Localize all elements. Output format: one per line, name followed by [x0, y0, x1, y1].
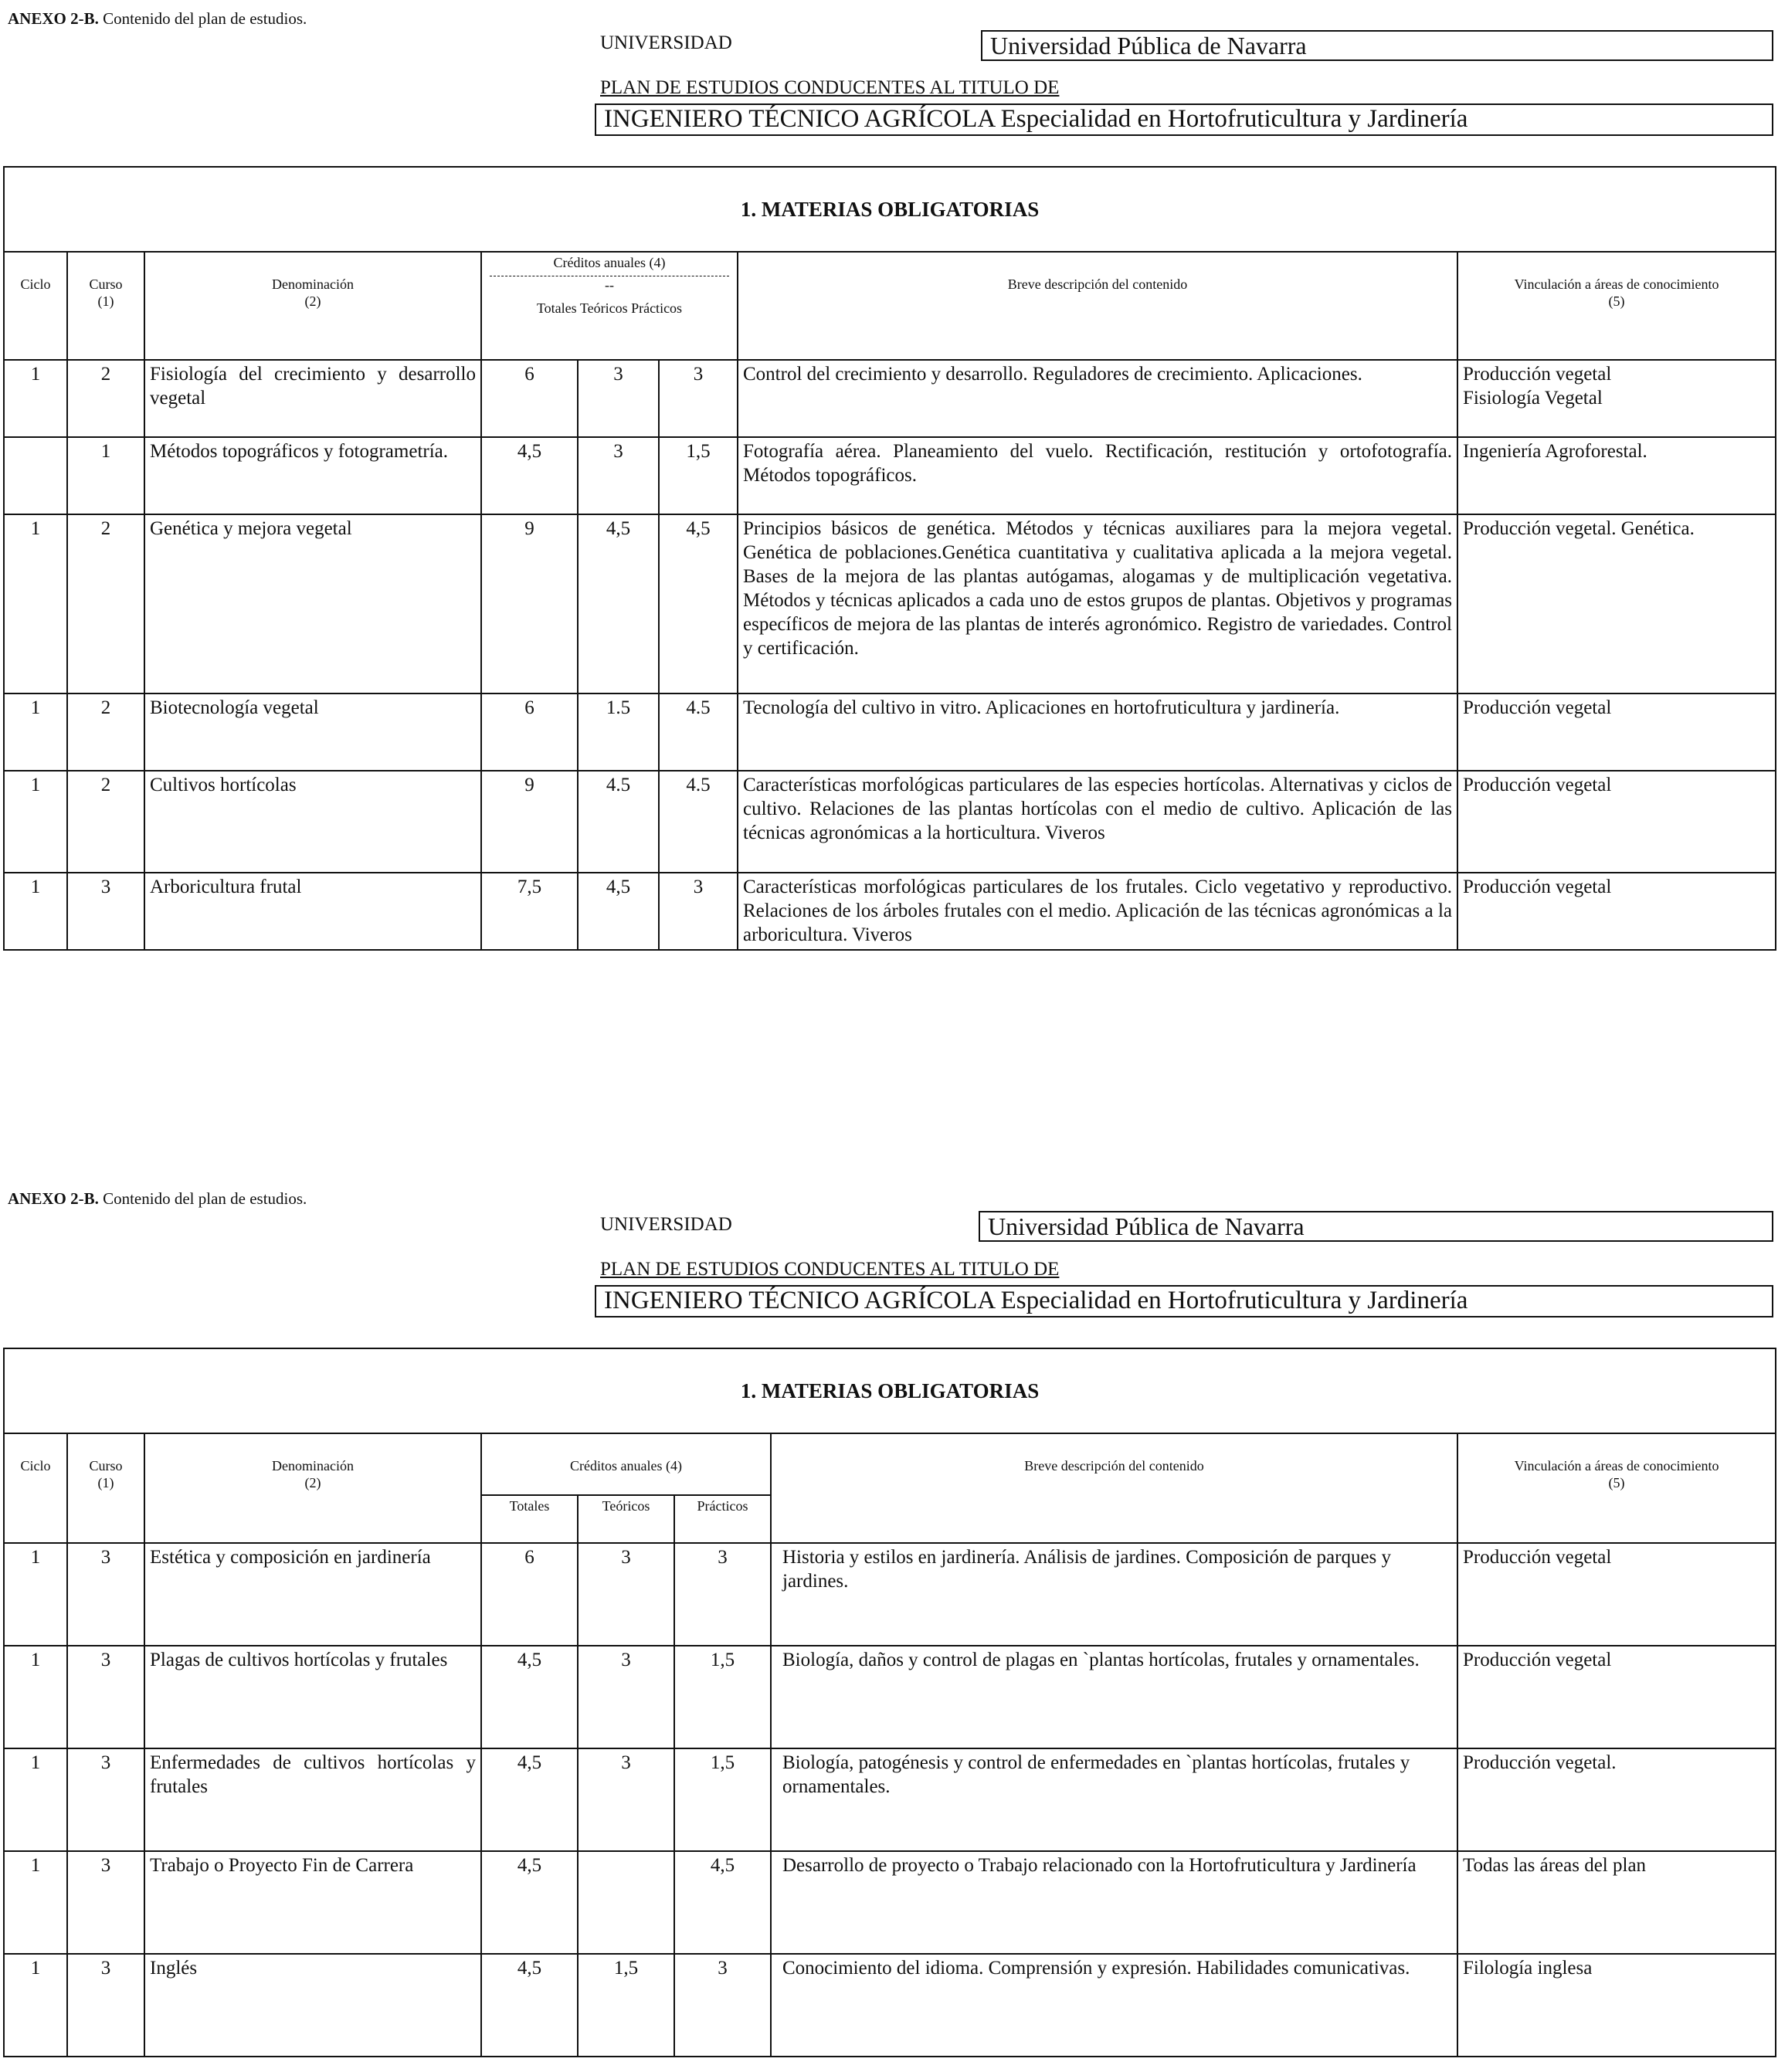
descripcion-cell: Control del crecimiento y desarrollo. Reguladores de crecimiento. Aplicaciones. — [738, 360, 1457, 437]
totales-cell: 4,5 — [481, 1851, 578, 1954]
curso-cell: 3 — [67, 1646, 144, 1748]
vinculacion-line: Ingeniería Agroforestal. — [1463, 441, 1647, 462]
totales-cell: 6 — [481, 1543, 578, 1646]
denominacion-cell: Inglés — [144, 1954, 481, 2057]
teoricos-cell: 1,5 — [578, 1954, 674, 2057]
descripcion-cell: Historia y estilos en jardinería. Análisis de jardines. Composición de parques y jardines. — [771, 1543, 1457, 1646]
teoricos-cell — [578, 1851, 674, 1954]
curso-cell: 3 — [67, 873, 144, 950]
ciclo-cell: 1 — [4, 1543, 67, 1646]
table-row — [4, 873, 1776, 950]
header-descripcion-2: Breve descripción del contenido — [771, 1433, 1457, 1543]
practicos-cell: 4.5 — [659, 693, 738, 771]
totales-cell: 4,5 — [481, 437, 578, 514]
practicos-cell: 4,5 — [674, 1851, 771, 1954]
totales-cell: 7,5 — [481, 873, 578, 950]
curso-cell: 3 — [67, 1543, 144, 1646]
denominacion-cell: Plagas de cultivos hortícolas y frutales — [144, 1646, 481, 1748]
ciclo-cell: 1 — [4, 1748, 67, 1851]
descripcion-cell: Características morfológicas particulares de los frutales. Ciclo vegetativo y reproductivo. Relaciones de los árboles frutales con el medio. Aplicación de las técnicas agronómicas a la arboricultura. Viveros — [738, 873, 1457, 950]
ciclo-cell: 1 — [4, 1646, 67, 1748]
totales-cell: 6 — [481, 360, 578, 437]
vinculacion-cell — [1457, 873, 1776, 950]
university-label: UNIVERSIDAD — [600, 32, 732, 53]
university-label-2: UNIVERSIDAD — [600, 1214, 732, 1235]
practicos-cell: 3 — [659, 360, 738, 437]
header-creditos: Créditos anuales (4) -- Totales Teóricos Prácticos — [481, 252, 738, 360]
teoricos-cell: 4,5 — [578, 873, 659, 950]
vinculacion-cell: Producción vegetal. — [1457, 1748, 1776, 1851]
teoricos-cell: 3 — [578, 1748, 674, 1851]
practicos-cell: 3 — [674, 1543, 771, 1646]
teoricos-cell: 3 — [578, 360, 659, 437]
practicos-cell: 1,5 — [659, 437, 738, 514]
practicos-cell: 3 — [659, 873, 738, 950]
practicos-cell: 1,5 — [674, 1748, 771, 1851]
header-practicos: Prácticos — [674, 1495, 771, 1543]
university-field-2 — [979, 1211, 1773, 1242]
teoricos-cell: 3 — [578, 437, 659, 514]
totales-cell: 4,5 — [481, 1954, 578, 2057]
vinculacion-cell — [1457, 771, 1776, 873]
ciclo-cell: 1 — [4, 514, 67, 693]
ciclo-cell: 1 — [4, 1954, 67, 2057]
table-row — [4, 1543, 1776, 1646]
curso-cell: 2 — [67, 693, 144, 771]
university-name: Universidad Pública de Navarra — [990, 32, 1307, 59]
subjects-table-1 — [3, 166, 1776, 951]
totales-cell: 9 — [481, 514, 578, 693]
vinculacion-cell — [1457, 693, 1776, 771]
ciclo-cell: 1 — [4, 693, 67, 771]
denominacion-cell: Fisiología del crecimiento y desarrollo vegetal — [144, 360, 481, 437]
table-row — [4, 693, 1776, 771]
descripcion-cell: Tecnología del cultivo in vitro. Aplicaciones en hortofruticultura y jardinería. — [738, 693, 1457, 771]
descripcion-cell: Biología, daños y control de plagas en `plantas hortícolas, frutales y ornamentales. — [771, 1646, 1457, 1748]
curso-cell: 2 — [67, 771, 144, 873]
plan-label-2: PLAN DE ESTUDIOS CONDUCENTES AL TITULO DE — [600, 1259, 1060, 1280]
descripcion-cell: Fotografía aérea. Planeamiento del vuelo. Rectificación, restitución y ortofotografía. Métodos topográficos. — [738, 437, 1457, 514]
header-ciclo: Ciclo — [4, 252, 67, 360]
totales-cell: 6 — [481, 693, 578, 771]
annex-heading-2 — [8, 1189, 307, 1209]
curso-cell: 3 — [67, 1748, 144, 1851]
curso-cell: 3 — [67, 1954, 144, 2057]
denominacion-cell: Métodos topográficos y fotogrametría. — [144, 437, 481, 514]
descripcion-cell: Desarrollo de proyecto o Trabajo relacionado con la Hortofruticultura y Jardinería — [771, 1851, 1457, 1954]
university-field — [981, 30, 1773, 61]
totales-cell: 4,5 — [481, 1646, 578, 1748]
teoricos-cell: 4,5 — [578, 514, 659, 693]
header-totales: Totales — [481, 1495, 578, 1543]
header-ciclo-2: Ciclo — [4, 1433, 67, 1543]
table-row — [4, 437, 1776, 514]
header-denominacion: Denominación (2) — [144, 252, 481, 360]
denominacion-cell: Biotecnología vegetal — [144, 693, 481, 771]
descripcion-cell: Biología, patogénesis y control de enfermedades en `plantas hortícolas, frutales y ornamentales. — [771, 1748, 1457, 1851]
vinculacion-cell: Todas las áreas del plan — [1457, 1851, 1776, 1954]
vinculacion-cell — [1457, 437, 1776, 514]
subjects-table-2 — [3, 1348, 1776, 2057]
curso-cell: 2 — [67, 360, 144, 437]
vinculacion-line: Producción vegetal — [1463, 364, 1612, 385]
table-row — [4, 1954, 1776, 2057]
ciclo-cell: 1 — [4, 771, 67, 873]
header-denominacion-2: Denominación (2) — [144, 1433, 481, 1543]
table-row — [4, 360, 1776, 437]
denominacion-cell: Enfermedades de cultivos hortícolas y frutales — [144, 1748, 481, 1851]
header-descripcion: Breve descripción del contenido — [738, 252, 1457, 360]
vinculacion-line: Producción vegetal — [1463, 877, 1612, 897]
plan-label: PLAN DE ESTUDIOS CONDUCENTES AL TITULO DE — [600, 77, 1060, 98]
curso-cell: 2 — [67, 514, 144, 693]
vinculacion-cell — [1457, 360, 1776, 437]
header-credit-subcols: Totales Teóricos Prácticos — [536, 300, 683, 316]
table-row — [4, 514, 1776, 693]
curso-cell: 1 — [67, 437, 144, 514]
table-row — [4, 1646, 1776, 1748]
ciclo-cell: 1 — [4, 873, 67, 950]
header-curso-2: Curso (1) — [67, 1433, 144, 1543]
vinculacion-cell: Filología inglesa — [1457, 1954, 1776, 2057]
vinculacion-line: Fisiología Vegetal — [1463, 388, 1603, 409]
practicos-cell: 1,5 — [674, 1646, 771, 1748]
annex-text: Contenido del plan de estudios. — [103, 9, 307, 28]
teoricos-cell: 4.5 — [578, 771, 659, 873]
table-row — [4, 1748, 1776, 1851]
university-name-2: Universidad Pública de Navarra — [988, 1212, 1305, 1240]
header-creditos-2: Créditos anuales (4) — [481, 1433, 771, 1495]
annex-label-2: ANEXO 2-B. — [8, 1189, 99, 1208]
section-title-2: 1. MATERIAS OBLIGATORIAS — [4, 1348, 1776, 1433]
vinculacion-line: Producción vegetal — [1463, 697, 1612, 718]
denominacion-cell: Estética y composición en jardinería — [144, 1543, 481, 1646]
degree-field-2 — [595, 1285, 1773, 1317]
totales-cell: 9 — [481, 771, 578, 873]
vinculacion-cell: Producción vegetal — [1457, 1543, 1776, 1646]
teoricos-cell: 3 — [578, 1543, 674, 1646]
teoricos-cell: 1.5 — [578, 693, 659, 771]
annex-heading — [8, 9, 307, 29]
totales-cell: 4,5 — [481, 1748, 578, 1851]
denominacion-cell: Trabajo o Proyecto Fin de Carrera — [144, 1851, 481, 1954]
vinculacion-line: Producción vegetal. Genética. — [1463, 518, 1695, 539]
teoricos-cell: 3 — [578, 1646, 674, 1748]
degree-field — [595, 103, 1773, 136]
header-teoricos: Teóricos — [578, 1495, 674, 1543]
denominacion-cell: Cultivos hortícolas — [144, 771, 481, 873]
annex-label: ANEXO 2-B. — [8, 9, 99, 28]
ciclo-cell — [4, 437, 67, 514]
practicos-cell: 3 — [674, 1954, 771, 2057]
descripcion-cell: Características morfológicas particulares de las especies hortícolas. Alternativas y ciclos de cultivo. Relaciones de las plantas hortícolas con el medio de cultivo. Aplicación de las técnicas agronómicas a la horticultura. Viveros — [738, 771, 1457, 873]
degree-title-2: INGENIERO TÉCNICO AGRÍCOLA Especialidad en Hortofruticultura y Jardinería — [604, 1287, 1468, 1314]
practicos-cell: 4.5 — [659, 771, 738, 873]
annex-text-2: Contenido del plan de estudios. — [103, 1189, 307, 1208]
ciclo-cell: 1 — [4, 360, 67, 437]
header-curso: Curso (1) — [67, 252, 144, 360]
vinculacion-cell — [1457, 514, 1776, 693]
vinculacion-cell: Producción vegetal — [1457, 1646, 1776, 1748]
descripcion-cell: Conocimiento del idioma. Comprensión y expresión. Habilidades comunicativas. — [771, 1954, 1457, 2057]
header-vinculacion: Vinculación a áreas de conocimiento (5) — [1457, 252, 1776, 360]
curso-cell: 3 — [67, 1851, 144, 1954]
denominacion-cell: Arboricultura frutal — [144, 873, 481, 950]
ciclo-cell: 1 — [4, 1851, 67, 1954]
header-vinculacion-2: Vinculación a áreas de conocimiento (5) — [1457, 1433, 1776, 1543]
descripcion-cell: Principios básicos de genética. Métodos y técnicas auxiliares para la mejora vegetal. Genética de poblaciones.Genética cuantitativa y cualitativa aplicada a la mejora vegetal. Bases de la mejora de las plantas autógamas, alogamas y de multiplicación vegetativa. Métodos y técnicas aplicados a cada uno de estos grupos de plantas. Objetivos y programas específicos de mejora de las plantas de interés agronómico. Registro de variedades. Control y certificación. — [738, 514, 1457, 693]
table-row — [4, 771, 1776, 873]
degree-title: INGENIERO TÉCNICO AGRÍCOLA Especialidad en Hortofruticultura y Jardinería — [604, 105, 1468, 133]
section-title: 1. MATERIAS OBLIGATORIAS — [4, 167, 1776, 252]
practicos-cell: 4,5 — [659, 514, 738, 693]
denominacion-cell: Genética y mejora vegetal — [144, 514, 481, 693]
table-row — [4, 1851, 1776, 1954]
vinculacion-line: Producción vegetal — [1463, 775, 1612, 795]
